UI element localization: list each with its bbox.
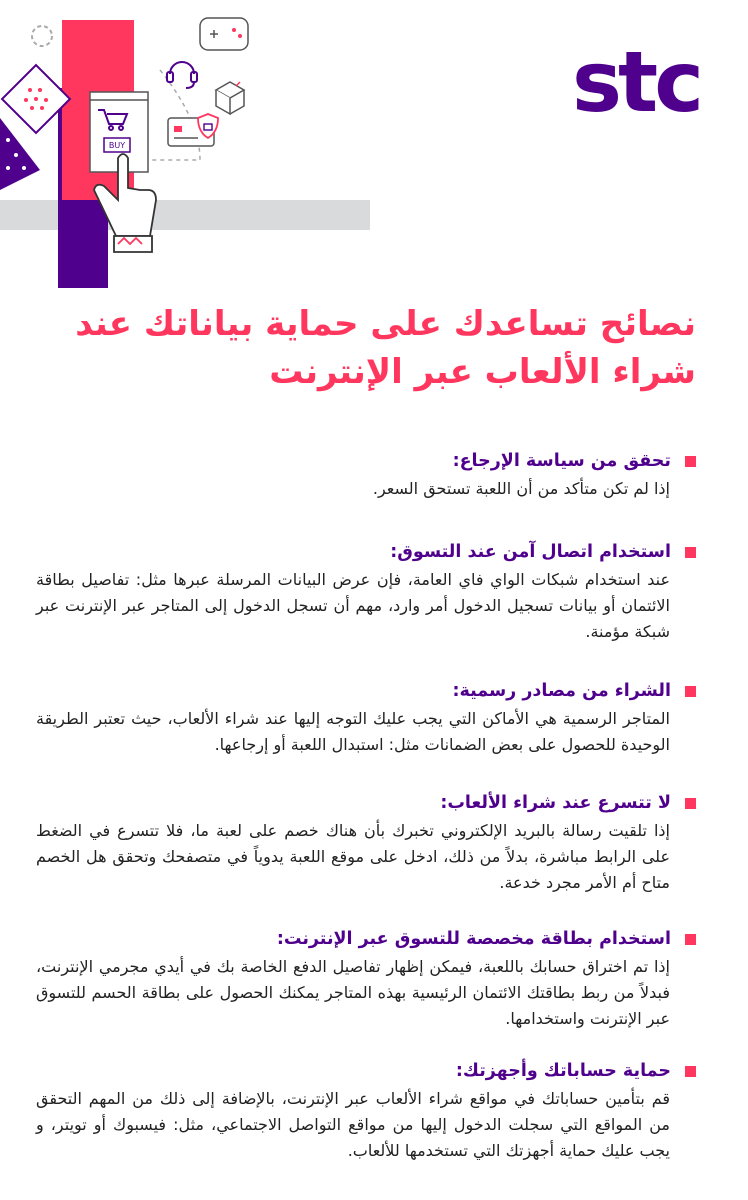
tip-dont-rush [36, 790, 696, 896]
bullet-icon [685, 456, 696, 467]
bullet-icon [685, 686, 696, 697]
tip-body: إذا تم اختراق حسابك باللعبة، فيمكن إظهار تفاصيل الدفع الخاصة بك في أيدي مجرمي الإنترنت، فبدلاً من ربط بطاقتك الائتمان الرئيسية بهذه المتاجر يمكنك الحصول على بطاقة الحسم للتسوق عبر الإنترنت واستخدامها. [36, 957, 670, 1028]
tip-protect-accounts [36, 1058, 696, 1164]
tip-heading: لا تتسرع عند شراء الألعاب: [440, 793, 671, 813]
tip-heading: استخدام بطاقة مخصصة للتسوق عبر الإنترنت: [276, 929, 671, 949]
box-icon [216, 82, 244, 114]
loader-icon [32, 26, 52, 46]
tip-official-sources [36, 678, 696, 758]
tip-heading: الشراء من مصادر رسمية: [452, 681, 671, 701]
bullet-icon [685, 547, 696, 558]
shopping-illustration [0, 0, 380, 290]
tip-heading: استخدام اتصال آمن عند التسوق: [390, 542, 671, 562]
grey-stripe [0, 200, 370, 230]
tip-dedicated-card [36, 926, 696, 1032]
tip-secure-connection [36, 539, 696, 645]
stc-logo: stc [572, 33, 700, 131]
tip-heading: تحقق من سياسة الإرجاع: [452, 451, 671, 471]
page-title: نصائح تساعدك على حماية بياناتك عند شراء الألعاب عبر الإنترنت [75, 304, 696, 392]
buy-button-illustration [104, 138, 130, 152]
tip-body: المتاجر الرسمية هي الأماكن التي يجب عليك التوجه إليها عند شراء الألعاب، حيث تعتبر الطريقة الوحيدة للحصول على بعض الضمانات مثل: استبدال اللعبة أو إرجاعها. [36, 709, 670, 754]
bullet-icon [685, 934, 696, 945]
tip-body: قم بتأمين حساباتك في مواقع شراء الألعاب عبر الإنترنت، بالإضافة إلى ذلك من المهم التحقق من المواقع التي سجلت الدخول إليها من مواقع التواصل الاجتماعي، مثل: فيسبوك أو تويتر، و يجب عليك حماية أجهزتك التي تستخدمها للألعاب. [36, 1089, 670, 1160]
gamepad-icon [200, 18, 248, 50]
tip-body: عند استخدام شبكات الواي فاي العامة، فإن عرض البيانات المرسلة عبرها مثل: تفاصيل بطاقة الائتمان أو بيانات تسجيل الدخول أمر وارد، مهم أن تسجل الدخول إلى المتاجر عبر الإنترنت عبر شبكة مؤمنة. [36, 570, 670, 641]
tip-return-policy [36, 448, 696, 502]
buy-label: BUY [108, 141, 126, 150]
tip-heading: حماية حساباتك وأجهزتك: [455, 1061, 671, 1081]
bullet-icon [685, 798, 696, 809]
bullet-icon [685, 1066, 696, 1077]
tip-body: إذا لم تكن متأكد من أن اللعبة تستحق السعر. [372, 479, 670, 498]
tip-body: إذا تلقيت رسالة بالبريد الإلكتروني تخبرك بأن هناك خصم على لعبة ما، فلا تتسرع في الضغط على الرابط مباشرة، بدلاً من ذلك، ادخل على موقع اللعبة يدوياً في متصفحك وتحقق هل الخصم متاح أم الأمر مجرد خدعة. [36, 821, 670, 892]
